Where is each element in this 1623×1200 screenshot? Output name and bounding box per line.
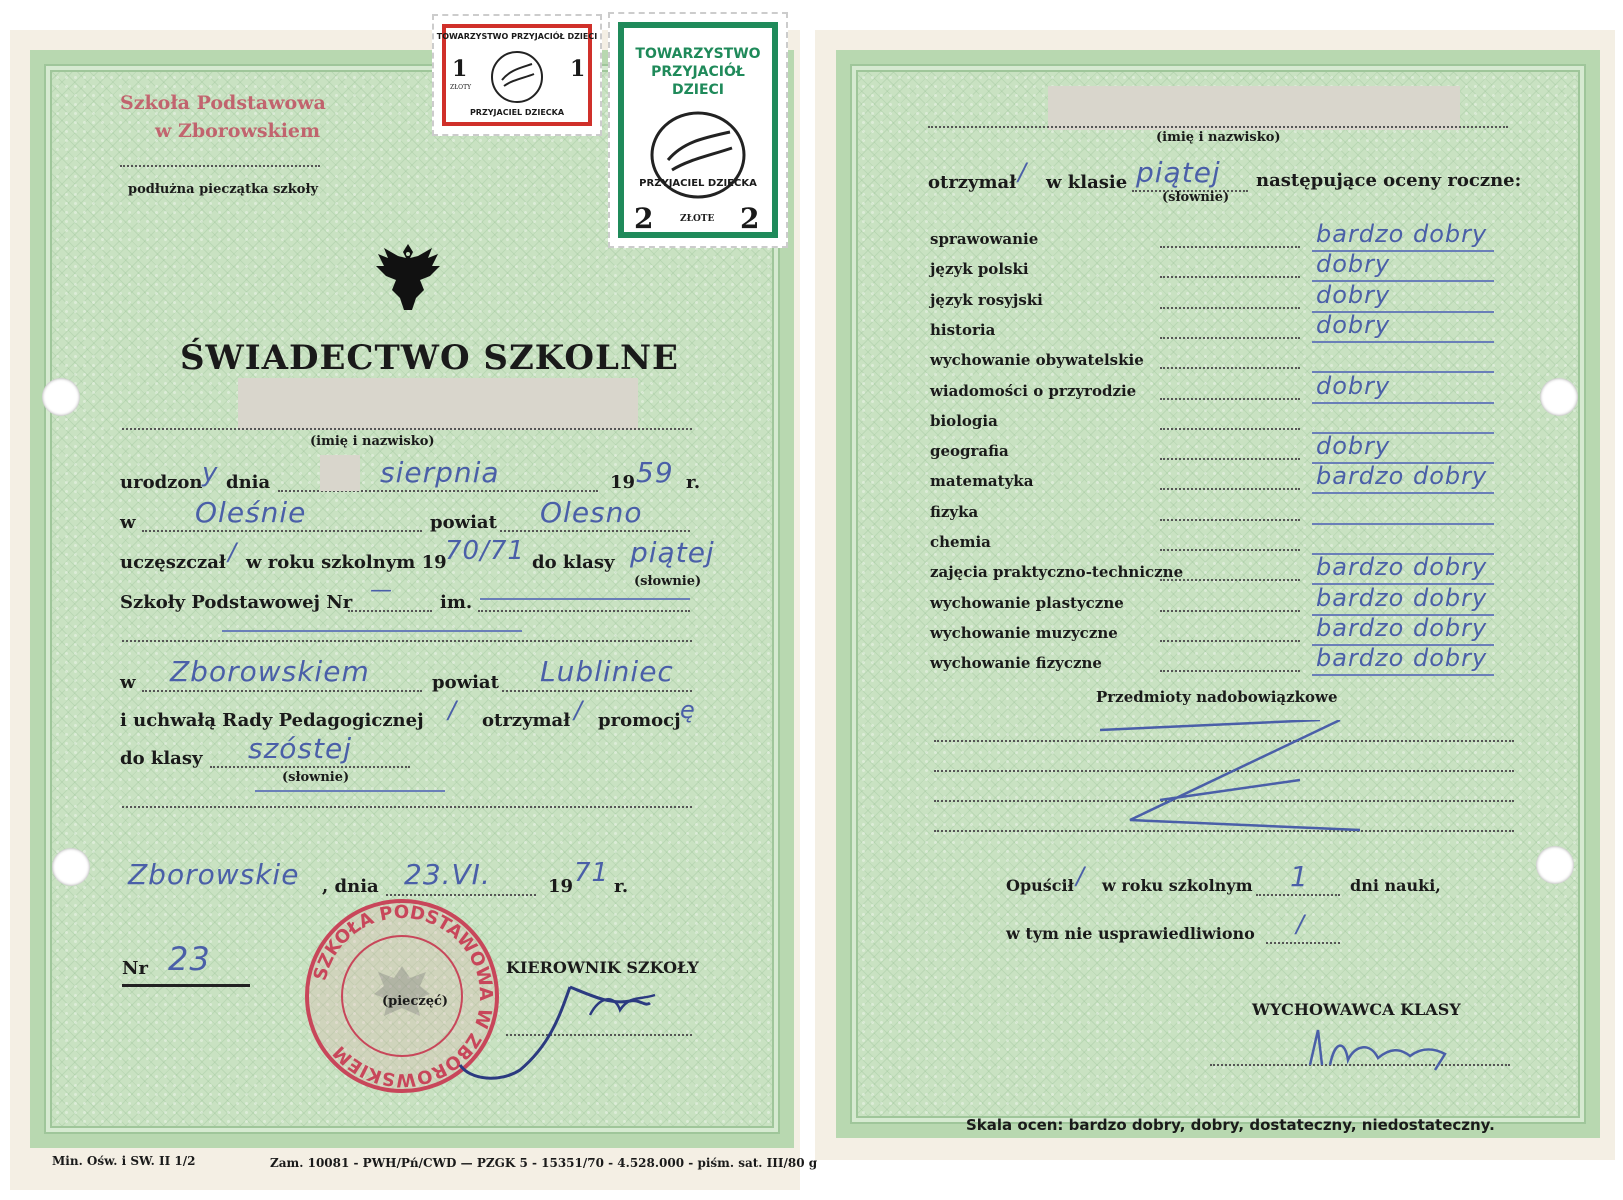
fee-stamp-2-org-3: DZIECI — [671, 82, 725, 98]
school-name-strike — [222, 630, 522, 632]
w2-label: w — [120, 672, 136, 693]
grade-value: dobry — [1316, 432, 1391, 461]
attended-label: uczęszczał — [120, 552, 226, 573]
punch-hole — [52, 848, 90, 886]
grade-subject: wychowanie obywatelskie — [930, 351, 1144, 370]
month-value: sierpnia — [380, 456, 500, 489]
received-value: / — [574, 696, 584, 724]
to-class-label: do klasy — [120, 748, 203, 769]
grade-subject: wiadomości o przyrodzie — [930, 381, 1137, 400]
town-line — [142, 690, 422, 692]
to-class-line — [210, 766, 410, 768]
optional-label: Przedmioty nadobowiązkowe — [1096, 688, 1338, 706]
grade-subject: sprawowanie — [930, 230, 1039, 248]
grade-subject: zajęcia praktyczno-techniczne — [930, 563, 1184, 582]
right-received-value: / — [1018, 158, 1028, 186]
issue-year-suffix: r. — [614, 876, 629, 897]
resolution-value: / — [448, 696, 458, 724]
day-label: dnia — [226, 472, 271, 493]
blank-line — [122, 806, 692, 808]
right-name-caption: (imię i nazwisko) — [1156, 130, 1281, 145]
im-label: im. — [440, 592, 473, 613]
promotion-label: promocj — [598, 710, 681, 731]
resolution-label: i uchwałą Rady Pedagogicznej — [120, 710, 424, 731]
slownie-caption: (słownie) — [634, 574, 702, 589]
place-value: Oleśnie — [195, 496, 307, 529]
grade-value: bardzo dobry — [1316, 220, 1488, 248]
eagle-emblem-icon — [372, 240, 444, 310]
class-value: piątej — [630, 536, 715, 569]
right-name-line — [928, 126, 1508, 128]
missed-year-label: w roku szkolnym — [1102, 876, 1253, 895]
unexcused-value: / — [1296, 910, 1306, 938]
fee-stamp-1 — [432, 14, 602, 136]
grade-value: dobry — [1316, 280, 1391, 309]
stamp-caption: podłużna pieczątka szkoły — [128, 182, 319, 197]
right-class-label: w klasie — [1046, 172, 1128, 193]
powiat2-value: Lubliniec — [540, 655, 674, 688]
redacted-name-right — [1048, 86, 1460, 130]
missed-days-line — [1256, 894, 1340, 896]
school-name-line — [122, 640, 692, 642]
grade-line — [1312, 523, 1494, 525]
grade-leader — [1160, 670, 1300, 672]
promotion-value: ę — [680, 696, 696, 724]
grade-scale: Skala ocen: bardzo dobry, dobry, dostateczny, niedostateczny. — [966, 1116, 1495, 1134]
grade-line — [1312, 674, 1494, 676]
grade-subject: język polski — [930, 260, 1029, 279]
grade-subject: geografia — [930, 442, 1009, 461]
grade-subject: historia — [930, 320, 996, 339]
grade-subject: wychowanie muzyczne — [930, 623, 1118, 642]
fee-stamp-2-motto: PRZYJACIEL DZIECKA — [639, 178, 757, 189]
grade-leader — [1160, 488, 1300, 490]
grade-subject: wychowanie plastyczne — [930, 593, 1124, 612]
grade-leader — [1160, 337, 1300, 339]
blank-strike — [255, 790, 445, 792]
grade-leader — [1160, 640, 1300, 642]
fee-stamp-1-value-right: 1 — [570, 56, 586, 82]
footer-right: Zam. 10081 - PWH/Pń/CWD — PZGK 5 - 15351/70 - 4.528.000 - piśm. sat. III/80 g — [270, 1156, 818, 1170]
year-value: 59 — [636, 456, 674, 489]
school-stamp-line2: w Zborowskiem — [155, 120, 321, 142]
powiat2-label: powiat — [432, 672, 499, 693]
class-label: do klasy — [532, 552, 615, 573]
slownie2-caption: (słownie) — [282, 770, 350, 785]
powiat2-line — [502, 690, 692, 692]
grade-leader — [1160, 458, 1300, 460]
fee-stamp-2-org-2: PRZYJACIÓŁ — [651, 64, 745, 80]
issue-date-value: 23.VI. — [404, 858, 491, 891]
missed-days-value: 1 — [1290, 860, 1309, 893]
to-class-value: szóstej — [248, 732, 352, 765]
grade-leader — [1160, 367, 1300, 369]
grade-subject: wychowanie fizyczne — [930, 654, 1102, 673]
teacher-signature — [1300, 1020, 1460, 1080]
powiat-line — [500, 530, 690, 532]
fee-stamp-2-org-1: TOWARZYSTWO — [635, 46, 761, 62]
redacted-day — [320, 455, 360, 491]
w-label: w — [120, 512, 136, 533]
principal-signature — [440, 975, 670, 1085]
nr-value: 23 — [168, 940, 211, 978]
stamp-line — [120, 165, 320, 167]
grade-line — [1312, 402, 1494, 404]
grade-value: dobry — [1316, 371, 1391, 400]
received-label: otrzymał — [482, 710, 571, 731]
teacher-label: WYCHOWAWCA KLASY — [1252, 1000, 1461, 1019]
born-label: urodzon — [120, 472, 203, 493]
grade-subject: biologia — [930, 411, 998, 430]
grade-value: bardzo dobry — [1316, 644, 1488, 673]
fee-stamp-2-value-left: 2 — [634, 202, 654, 235]
fee-stamp-1-value-left: 1 — [452, 56, 468, 82]
attended-suffix: / — [228, 538, 238, 566]
grade-line — [1312, 341, 1494, 343]
school-year-label: w roku szkolnym 19 — [246, 552, 447, 573]
grade-leader — [1160, 398, 1300, 400]
name-caption: (imię i nazwisko) — [310, 434, 435, 449]
right-received-label: otrzymał — [928, 172, 1017, 193]
grade-subject: chemia — [930, 533, 991, 551]
grade-subject: matematyka — [930, 472, 1034, 491]
optional-strikeout — [1100, 720, 1380, 840]
punch-hole — [1540, 378, 1578, 416]
grade-value: dobry — [1316, 310, 1391, 339]
grades-label: następujące oceny roczne: — [1256, 170, 1522, 191]
fee-stamp-2-value-right: 2 — [740, 202, 760, 235]
seal-label: (pieczęć) — [382, 994, 449, 1009]
document-title: ŚWIADECTWO SZKOLNE — [180, 338, 679, 378]
grade-leader — [1160, 519, 1300, 521]
issue-year-value: 71 — [574, 858, 610, 888]
right-slownie-caption: (słownie) — [1162, 190, 1230, 205]
principal-label: KIEROWNIK SZKOŁY — [506, 958, 699, 977]
grade-leader — [1160, 428, 1300, 430]
unexcused-label: w tym nie usprawiedliwiono — [1006, 924, 1255, 943]
school-nr-label: Szkoły Podstawowej Nr — [120, 592, 353, 613]
fee-stamp-2 — [608, 12, 788, 248]
born-suffix: y — [202, 458, 219, 488]
hands-emblem-icon — [490, 50, 544, 104]
year-prefix: 19 — [610, 472, 636, 493]
im-strike — [480, 598, 690, 600]
fee-stamp-1-unit: ZŁOTY — [450, 84, 472, 91]
grade-value: bardzo dobry — [1316, 583, 1488, 612]
grade-leader — [1160, 549, 1300, 551]
school-year-value: 70/71 — [445, 536, 525, 566]
nr-label: Nr — [122, 958, 148, 979]
powiat-value: Olesno — [540, 496, 643, 529]
school-stamp-line1: Szkoła Podstawowa — [120, 92, 326, 114]
year-suffix: r. — [686, 472, 701, 493]
place-line — [142, 530, 422, 532]
im-line — [478, 610, 690, 612]
fee-stamp-2-unit: ZŁOTE — [680, 214, 715, 224]
nr-underline — [122, 984, 250, 987]
footer-left: Min. Ośw. i SW. II 1/2 — [52, 1154, 196, 1168]
grade-value: bardzo dobry — [1316, 553, 1488, 582]
grade-value: bardzo dobry — [1316, 613, 1488, 642]
grade-leader — [1160, 579, 1300, 581]
grade-subject: język rosyjski — [930, 290, 1043, 309]
redacted-name — [238, 378, 638, 430]
town-value: Zborowskiem — [170, 655, 370, 688]
fee-stamp-1-org: TOWARZYSTWO PRZYJACIÓŁ DZIECI — [436, 32, 598, 41]
punch-hole — [42, 378, 80, 416]
powiat-label: powiat — [430, 512, 497, 533]
grade-leader — [1160, 610, 1300, 612]
issue-year-prefix: 19 — [548, 876, 574, 897]
missed-label: Opuścił — [1006, 876, 1074, 895]
right-class-value: piątej — [1136, 156, 1221, 189]
grade-value: bardzo dobry — [1316, 462, 1488, 491]
grade-line — [1312, 492, 1494, 494]
grade-leader — [1160, 276, 1300, 278]
grade-leader — [1160, 307, 1300, 309]
issue-day-label: , dnia — [322, 876, 379, 897]
grade-subject: fizyka — [930, 502, 979, 521]
school-nr-line — [348, 610, 432, 612]
school-nr-value: — — [370, 578, 393, 603]
name-line — [122, 428, 692, 430]
missed-value: / — [1076, 862, 1086, 890]
missed-days-label: dni nauki, — [1350, 876, 1441, 895]
fee-stamp-1-motto: PRZYJACIEL DZIECKA — [469, 108, 565, 117]
seal-ring-text: SZKOŁA PODSTAWOWA W ZBOROWSKIEM — [309, 901, 497, 1091]
issue-place-value: Zborowskie — [128, 858, 300, 891]
grade-value: dobry — [1316, 250, 1391, 279]
punch-hole — [1536, 846, 1574, 884]
unexcused-line — [1266, 942, 1340, 944]
grade-leader — [1160, 246, 1300, 248]
